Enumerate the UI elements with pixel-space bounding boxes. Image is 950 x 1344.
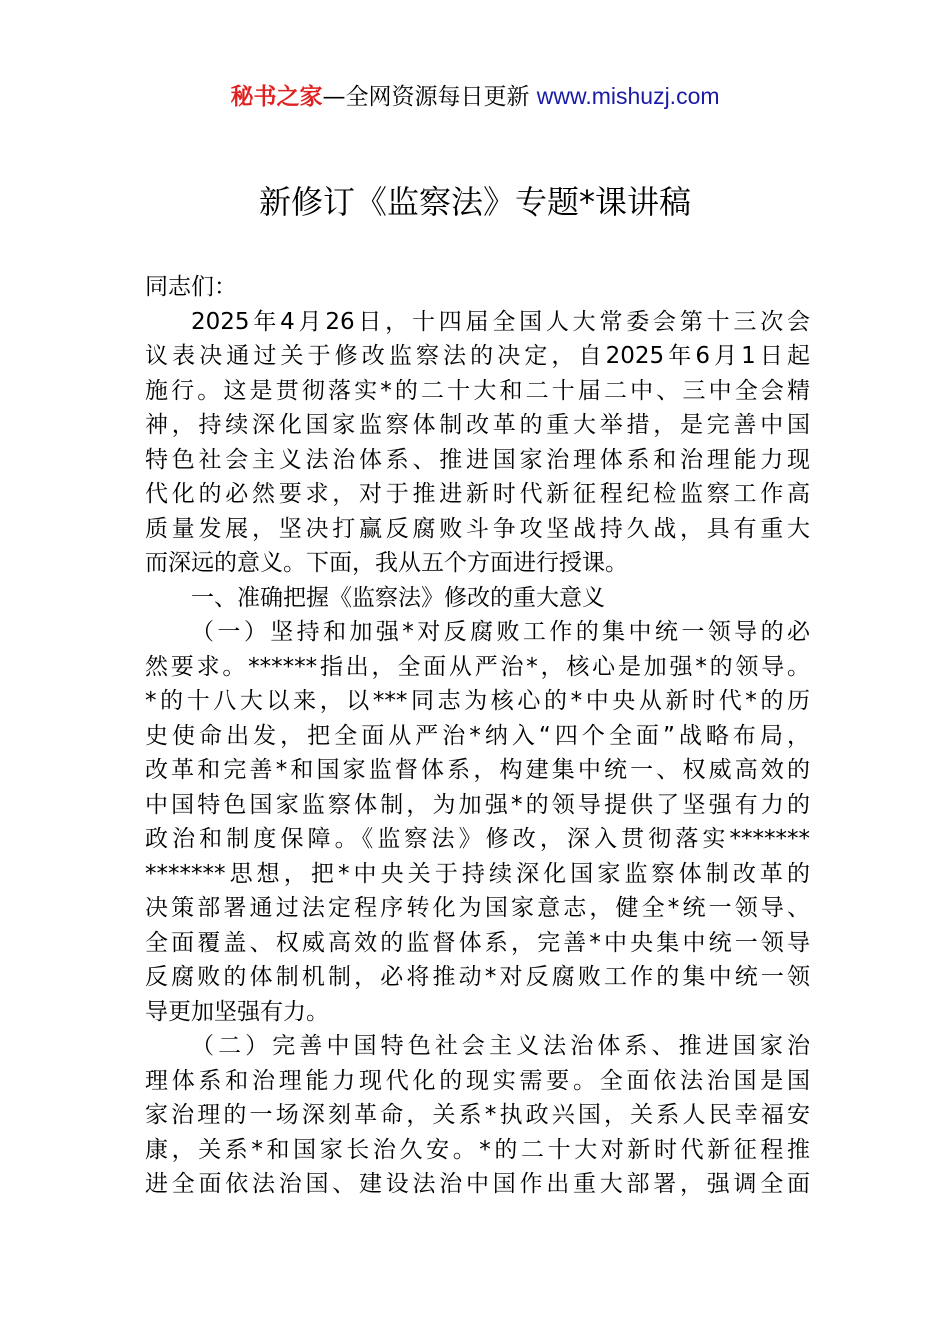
paragraph-line: 特色社会主义法治体系、推进国家治理体系和治理能力现 bbox=[145, 446, 810, 473]
paragraph-line: 导更加坚强有力。 bbox=[145, 998, 329, 1025]
paragraph-line: 代化的必然要求，对于推进新时代新征程纪检监察工作高 bbox=[145, 481, 810, 507]
site-name: 秘书之家 bbox=[230, 84, 323, 110]
paragraph-line: 反腐败的体制机制，必将推动*对反腐败工作的集中统一领 bbox=[145, 964, 810, 990]
paragraph-line: （一）坚持和加强*对反腐败工作的集中统一领导的必 bbox=[191, 619, 810, 645]
paragraph-line: 2025年4月26日，十四届全国人大常委会第十三次会 bbox=[191, 308, 810, 335]
paragraph-line: 施行。这是贯彻落实*的二十大和二十届二中、三中全会精 bbox=[145, 377, 810, 404]
site-tagline: —全网资源每日更新 bbox=[322, 84, 537, 110]
paragraph-line: 政治和制度保障。《监察法》修改，深入贯彻落实******* bbox=[145, 826, 810, 852]
paragraph-line: 质量发展，坚决打赢反腐败斗争攻坚战持久战，具有重大 bbox=[145, 515, 810, 542]
paragraph-line: 家治理的一场深刻革命，关系*执政兴国，关系人民幸福安 bbox=[145, 1102, 810, 1128]
paragraph-line: 史使命出发，把全面从严治*纳入“四个全面”战略布局， bbox=[145, 722, 810, 749]
paragraph-line: 改革和完善*和国家监督体系，构建集中统一、权威高效的 bbox=[145, 757, 810, 783]
site-url-link[interactable]: www.mishuzj.com bbox=[536, 83, 720, 109]
site-header bbox=[0, 80, 950, 113]
paragraph-line: 中国特色国家监察体制，为加强*的领导提供了坚强有力的 bbox=[145, 791, 810, 818]
paragraph-line: （二）完善中国特色社会主义法治体系、推进国家治 bbox=[191, 1033, 810, 1059]
paragraph-line: 康，关系*和国家长治久安。*的二十大对新时代新征程推 bbox=[145, 1136, 810, 1163]
section-heading: 一、准确把握《监察法》修改的重大意义 bbox=[191, 584, 605, 611]
paragraph-line: 然要求。******指出，全面从严治*，核心是加强*的领导。 bbox=[145, 653, 810, 680]
salutation: 同志们： bbox=[145, 274, 237, 300]
paragraph-line: *******思想，把*中央关于持续深化国家监察体制改革的 bbox=[145, 860, 810, 887]
paragraph-line: *的十八大以来，以***同志为核心的*中央从新时代*的历 bbox=[145, 688, 810, 714]
paragraph-line: 而深远的意义。下面，我从五个方面进行授课。 bbox=[145, 550, 628, 576]
paragraph-line: 全面覆盖、权威高效的监督体系，完善*中央集中统一领导 bbox=[145, 929, 810, 956]
paragraph-line: 决策部署通过法定程序转化为国家意志，健全*统一领导、 bbox=[145, 895, 810, 921]
document-title: 新修订《监察法》专题*课讲稿 bbox=[258, 183, 691, 221]
paragraph-line: 议表决通过关于修改监察法的决定，自2025年6月1日起 bbox=[145, 343, 810, 369]
paragraph-line: 神，持续深化国家监察体制改革的重大举措，是完善中国 bbox=[145, 412, 810, 438]
document-body bbox=[145, 270, 810, 1202]
paragraph-line: 理体系和治理能力现代化的现实需要。全面依法治国是国 bbox=[145, 1067, 810, 1094]
paragraph-line: 进全面依法治国、建设法治中国作出重大部署，强调全面 bbox=[145, 1171, 810, 1197]
